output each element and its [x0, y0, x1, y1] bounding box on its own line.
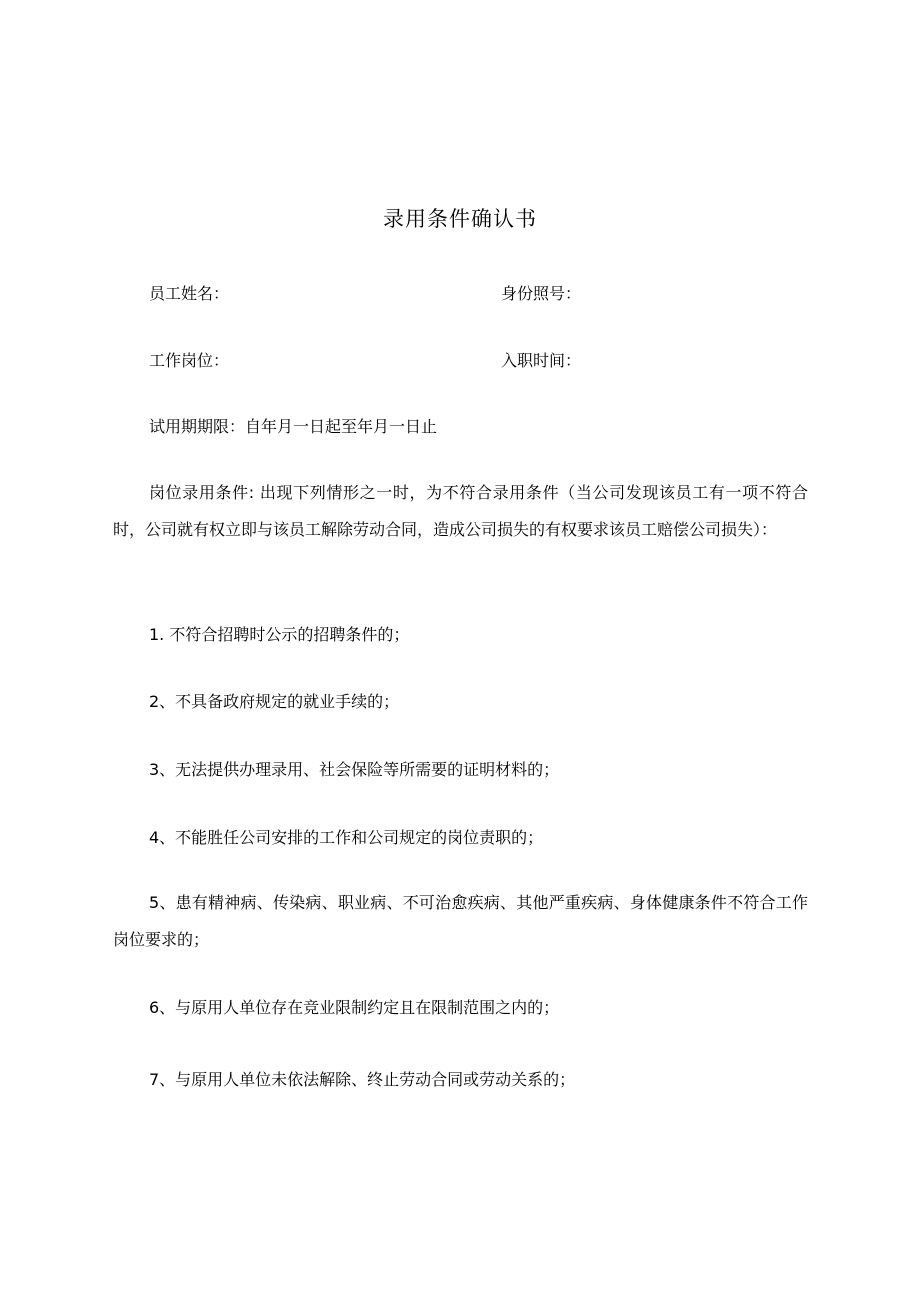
- document-title: 录用条件确认书: [383, 207, 537, 231]
- condition-item-2: 2、不具备政府规定的就业手续的；: [149, 692, 400, 711]
- condition-item-5: 5、患有精神病、传染病、职业病、不可治愈疾病、其他严重疾病、身体健康条件不符合工作岗位要求的；: [113, 893, 808, 949]
- position-label: 工作岗位：: [149, 351, 230, 370]
- condition-item-3: 3、无法提供办理录用、社会保险等所需要的证明材料的；: [149, 760, 560, 779]
- probation-period-line: 试用期期限：自年月一日起至年月一日止: [149, 417, 438, 436]
- hire-date-label: 入职时间：: [501, 351, 582, 370]
- condition-item-6: 6、与原用人单位存在竞业限制约定且在限制范围之内的；: [149, 998, 560, 1017]
- employee-name-label: 员工姓名：: [149, 284, 230, 303]
- id-number-label: 身份照号：: [501, 284, 582, 303]
- conditions-intro-paragraph: 岗位录用条件: 出现下列情形之一时，为不符合录用条件（当公司发现该员工有一项不符合时，公司就有权立即与该员工解除劳动合同，造成公司损失的有权要求该员工赔偿公司损失）：: [113, 483, 808, 539]
- condition-item-7: 7、与原用人单位未依法解除、终止劳动合同或劳动关系的；: [149, 1070, 576, 1089]
- condition-item-1: 1. 不符合招聘时公示的招聘条件的；: [149, 625, 410, 644]
- condition-item-4: 4、不能胜任公司安排的工作和公司规定的岗位责职的；: [149, 828, 544, 847]
